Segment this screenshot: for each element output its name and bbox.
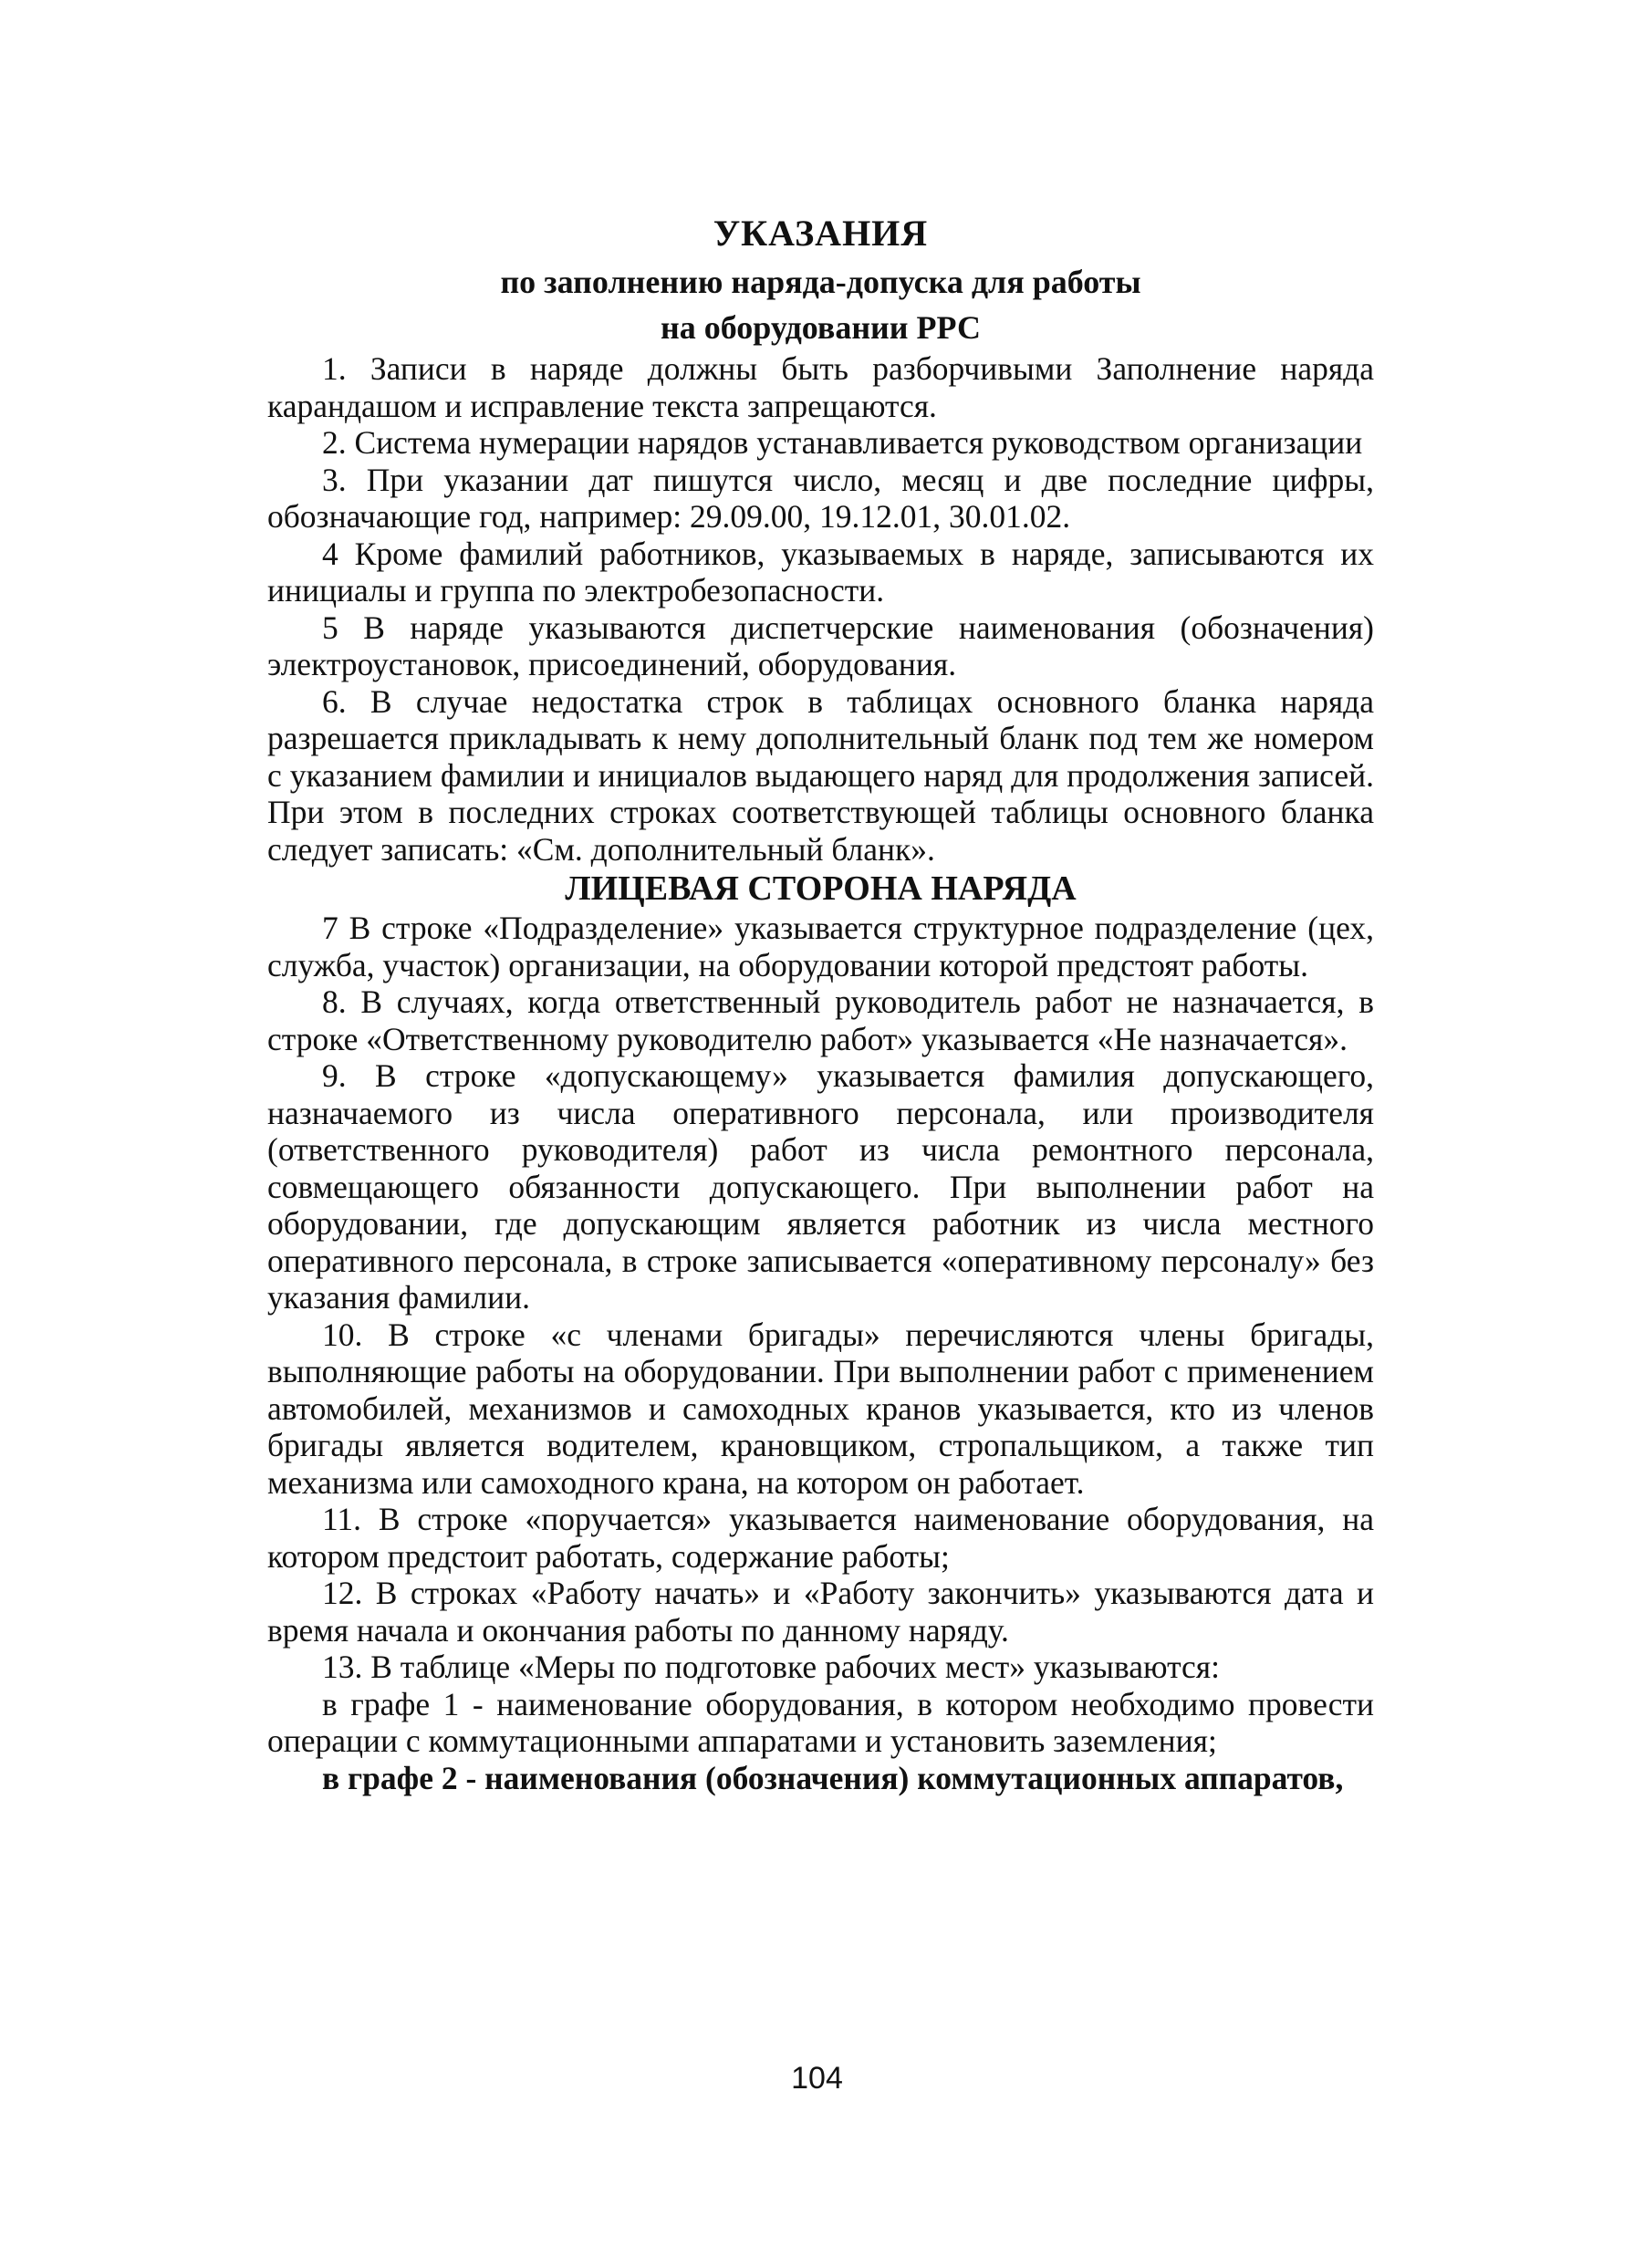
paragraph-1: 1. Записи в наряде должны быть разборчивыми Заполнение наряда карандашом и исправление текста запрещаются. (267, 350, 1374, 424)
paragraph-12: 12. В строках «Работу начать» и «Работу закончить» указываются дата и время начала и окончания работы по данному наряду. (267, 1575, 1374, 1649)
document-subtitle-line-2: на оборудовании РРС (661, 309, 981, 346)
document-page (267, 208, 1374, 1796)
paragraph-3: 3. При указании дат пишутся число, месяц и две последние цифры, обозначающие год, например: 29.09.00, 19.12.01, 30.01.02. (267, 461, 1374, 535)
paragraph-13: 13. В таблице «Меры по подготовке рабочих мест» указываются: (322, 1649, 1220, 1685)
paragraph-7: 7 В строке «Подразделение» указывается структурное подразделение (цех, служба, участок) организации, на оборудовании которой предстоят работы. (267, 910, 1374, 983)
paragraph-13-column-1: в графе 1 - наименование оборудования, в котором необходимо провести операции с коммутационными аппаратами и установить заземления; (267, 1685, 1374, 1759)
document-title: УКАЗАНИЯ (713, 213, 929, 254)
paragraph-6: 6. В случае недостатка строк в таблицах основного бланка наряда разрешается прикладывать к нему дополнительный бланк под тем же номером с указанием фамилии и инициалов выдающего наряд для продолжения записей. При этом в последних строках соответствующей таблицы основного бланка следует записать: «См. дополнительный бланк». (267, 682, 1374, 868)
paragraph-11: 11. В строке «поручается» указывается наименование оборудования, на котором предстоит работать, содержание работы; (267, 1501, 1374, 1575)
paragraph-10: 10. В строке «с членами бригады» перечисляются члены бригады, выполняющие работы на оборудовании. При выполнении работ с применением автомобилей, механизмов и самоходных кранов указывается, кто из членов бригады является водителем, крановщиком, стропальщиком, а также тип механизма или самоходного крана, на котором он работает. (267, 1316, 1374, 1501)
section-heading: ЛИЦЕВАЯ СТОРОНА НАРЯДА (565, 869, 1077, 908)
paragraph-9: 9. В строке «допускающему» указывается фамилия допускающего, назначаемого из числа оперативного персонала, или производителя (ответственного руководителя) работ из числа ремонтного персонала, совмещающего обязанности допускающего. При выполнении работ на оборудовании, где допускающим является работник из числа местного оперативного персонала, в строке записывается «оперативному персоналу» без указания фамилии. (267, 1057, 1374, 1316)
paragraph-8: 8. В случаях, когда ответственный руководитель работ не назначается, в строке «Ответственному руководителю работ» указывается «Не назначается». (267, 983, 1374, 1057)
page-number: 104 (791, 2061, 843, 2096)
paragraph-5: 5 В наряде указываются диспетчерские наименования (обозначения) электроустановок, присоединений, оборудования. (267, 609, 1374, 682)
paragraph-4: 4 Кроме фамилий работников, указываемых в наряде, записываются их инициалы и группа по электробезопасности. (267, 535, 1374, 609)
document-subtitle-line-1: по заполнению наряда-допуска для работы (500, 264, 1141, 300)
paragraph-13-column-2: в графе 2 - наименования (обозначения) коммутационных аппаратов, (322, 1759, 1344, 1796)
paragraph-2: 2. Система нумерации нарядов устанавливается руководством организации (322, 424, 1363, 461)
